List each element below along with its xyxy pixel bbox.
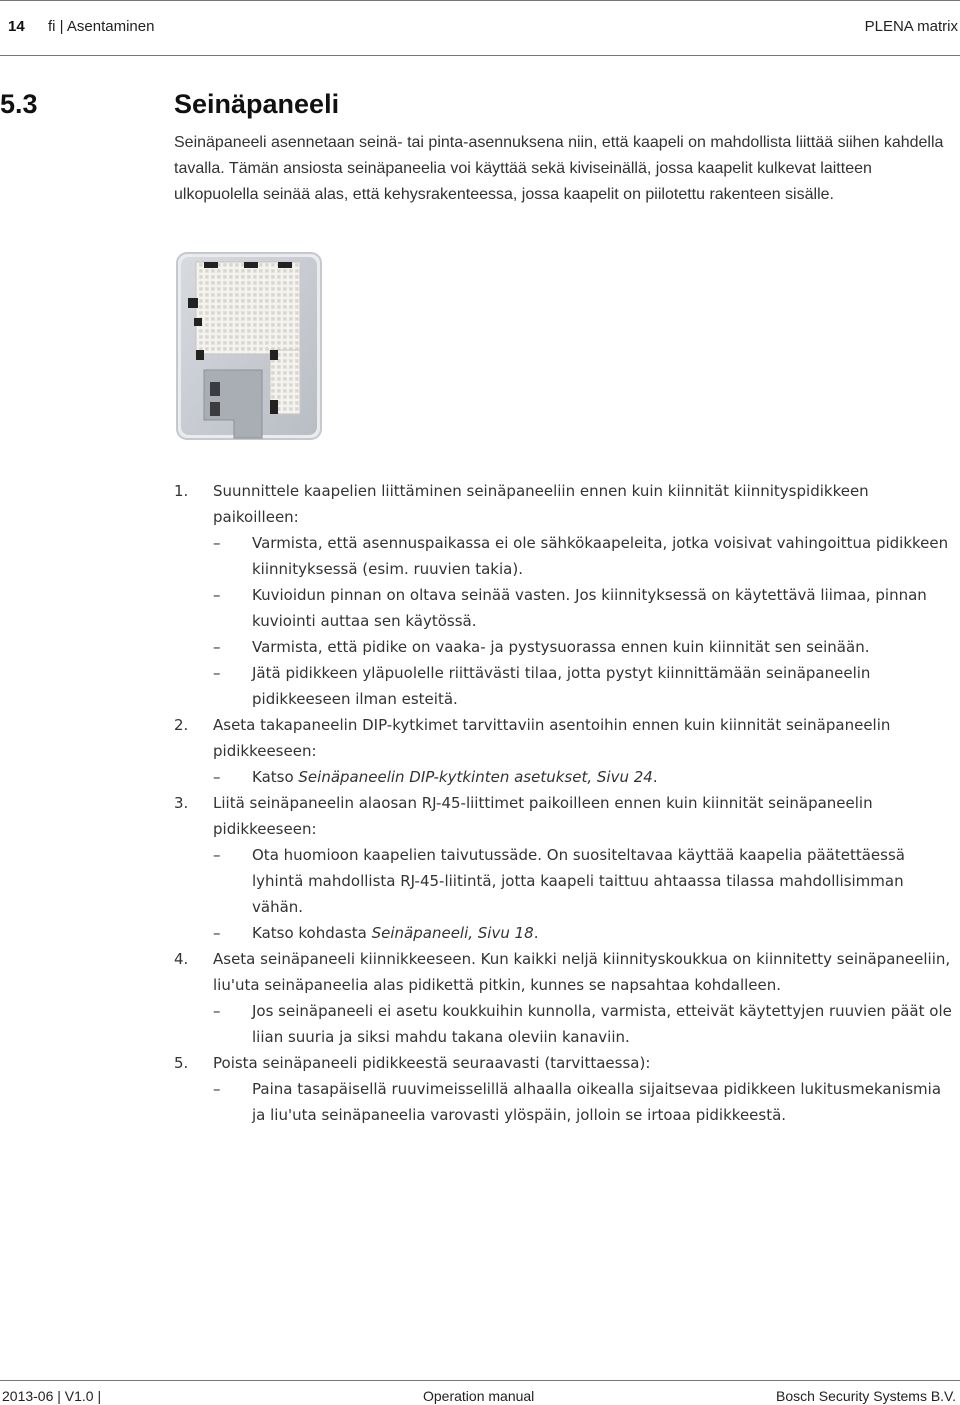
dash: – bbox=[213, 768, 221, 786]
step-number: 3. bbox=[174, 794, 189, 812]
list-item bbox=[174, 530, 954, 582]
dash: – bbox=[213, 1002, 221, 1020]
dash: – bbox=[213, 664, 221, 682]
cross-reference-link[interactable]: Seinäpaneeli, Sivu 18 bbox=[371, 924, 534, 942]
dash: – bbox=[213, 638, 221, 656]
list-item-text: Paina tasapäisellä ruuvimeisselillä alhaalla oikealla sijaitsevaa pidikkeen lukitusmekanismia ja liu'uta seinäpaneelia varovasti ylöspäin, jolloin se irtoaa pidikkeestä. bbox=[252, 1080, 942, 1124]
list-item bbox=[174, 660, 954, 712]
cross-reference-link[interactable]: Seinäpaneelin DIP-kytkinten asetukset, Sivu 24 bbox=[298, 768, 653, 786]
list-item bbox=[174, 634, 954, 660]
list-item-text: Jos seinäpaneeli ei asetu koukkuihin kunnolla, varmista, etteivät käytettyjen ruuvien päät ole liian suuria ja siksi mahdu takana oleviin kanaviin. bbox=[252, 1002, 952, 1046]
step-2 bbox=[174, 712, 954, 790]
step-text: Suunnittele kaapelien liittäminen seinäpaneeliin ennen kuin kiinnität kiinnityspidikkeen paikoilleen: bbox=[213, 482, 869, 526]
step-text: Liitä seinäpaneelin alaosan RJ-45-liittimet paikoilleen ennen kuin kiinnität seinäpaneelin pidikkeeseen: bbox=[213, 794, 873, 838]
step-text: Aseta seinäpaneeli kiinnikkeeseen. Kun kaikki neljä kiinnityskoukkua on kiinnitetty seinäpaneeliin, liu'uta seinäpaneelia alas pidikettä pitkin, kunnes se napsahtaa kohdalleen. bbox=[213, 950, 951, 994]
section-title: Seinäpaneeli bbox=[174, 89, 340, 119]
list-item bbox=[174, 842, 954, 920]
step-number: 1. bbox=[174, 482, 189, 500]
section-intro: Seinäpaneeli asennetaan seinä- tai pinta-asennuksena niin, että kaapeli on mahdollista liittää siihen kahdella tavalla. Tämän ansiosta seinäpaneelia voi käyttää sekä kiviseinällä, jossa kaapelit kulkevat laitteen ulkopuolella seinää alas, että kehysrakenteessa, jossa kaapelit on piilotettu rakenteen sisälle. bbox=[174, 134, 944, 203]
list-item-text: Varmista, että pidike on vaaka- ja pystysuorassa ennen kuin kiinnität sen seinään. bbox=[252, 638, 870, 656]
page-header bbox=[0, 0, 960, 56]
footer-version: 2013-06 | V1.0 | bbox=[2, 1388, 102, 1404]
wall-panel-bracket-image bbox=[174, 250, 324, 442]
list-item-text: Katso bbox=[252, 768, 299, 786]
list-item-text: Katso kohdasta bbox=[252, 924, 372, 942]
header-chapter: fi | Asentaminen bbox=[48, 18, 155, 35]
list-item-text: . bbox=[533, 924, 539, 942]
footer-rule bbox=[0, 1380, 960, 1381]
dash: – bbox=[213, 586, 221, 604]
list-item-text: Kuvioidun pinnan on oltava seinää vasten. Jos kiinnityksessä on käytettävä liimaa, pinnan kuviointi auttaa sen käytössä. bbox=[252, 586, 927, 630]
section-number: 5.3 bbox=[0, 89, 38, 119]
list-item-text: Ota huomioon kaapelien taivutussäde. On suositeltavaa käyttää kaapelia päätettäessä lyhintä mahdollista RJ-45-liitintä, jotta kaapeli taittuu ahtaassa tilassa mahdollisimman vähän. bbox=[252, 846, 905, 916]
dash: – bbox=[213, 924, 221, 942]
dash: – bbox=[213, 846, 221, 864]
installation-steps bbox=[174, 478, 954, 1128]
list-item bbox=[174, 764, 954, 790]
list-item bbox=[174, 920, 954, 946]
header-bottom-rule bbox=[0, 55, 960, 56]
page-number: 14 bbox=[8, 18, 25, 35]
step-text: Aseta takapaneelin DIP-kytkimet tarvittaviin asentoihin ennen kuin kiinnität seinäpaneelin pidikkeeseen: bbox=[213, 716, 891, 760]
step-number: 5. bbox=[174, 1054, 189, 1072]
step-number: 2. bbox=[174, 716, 189, 734]
list-item bbox=[174, 998, 954, 1050]
step-3 bbox=[174, 790, 954, 946]
step-5 bbox=[174, 1050, 954, 1128]
footer-document-type: Operation manual bbox=[423, 1388, 535, 1404]
header-top-rule bbox=[0, 0, 960, 1]
step-text: Poista seinäpaneeli pidikkeestä seuraavasti (tarvittaessa): bbox=[213, 1054, 651, 1072]
list-item-text: . bbox=[652, 768, 658, 786]
header-product: PLENA matrix bbox=[864, 18, 958, 35]
dash: – bbox=[213, 534, 221, 552]
step-1 bbox=[174, 478, 954, 712]
list-item bbox=[174, 1076, 954, 1128]
dash: – bbox=[213, 1080, 221, 1098]
page-footer bbox=[0, 1380, 960, 1405]
footer-company: Bosch Security Systems B.V. bbox=[776, 1388, 956, 1404]
list-item bbox=[174, 582, 954, 634]
list-item-text: Varmista, että asennuspaikassa ei ole sähkökaapeleita, jotka voisivat vahingoittua pidikkeen kiinnityksessä (esim. ruuvien takia). bbox=[252, 534, 949, 578]
step-4 bbox=[174, 946, 954, 1050]
step-number: 4. bbox=[174, 950, 189, 968]
list-item-text: Jätä pidikkeen yläpuolelle riittävästi tilaa, jotta pystyt kiinnittämään seinäpaneelin pidikkeeseen ilman esteitä. bbox=[252, 664, 871, 708]
